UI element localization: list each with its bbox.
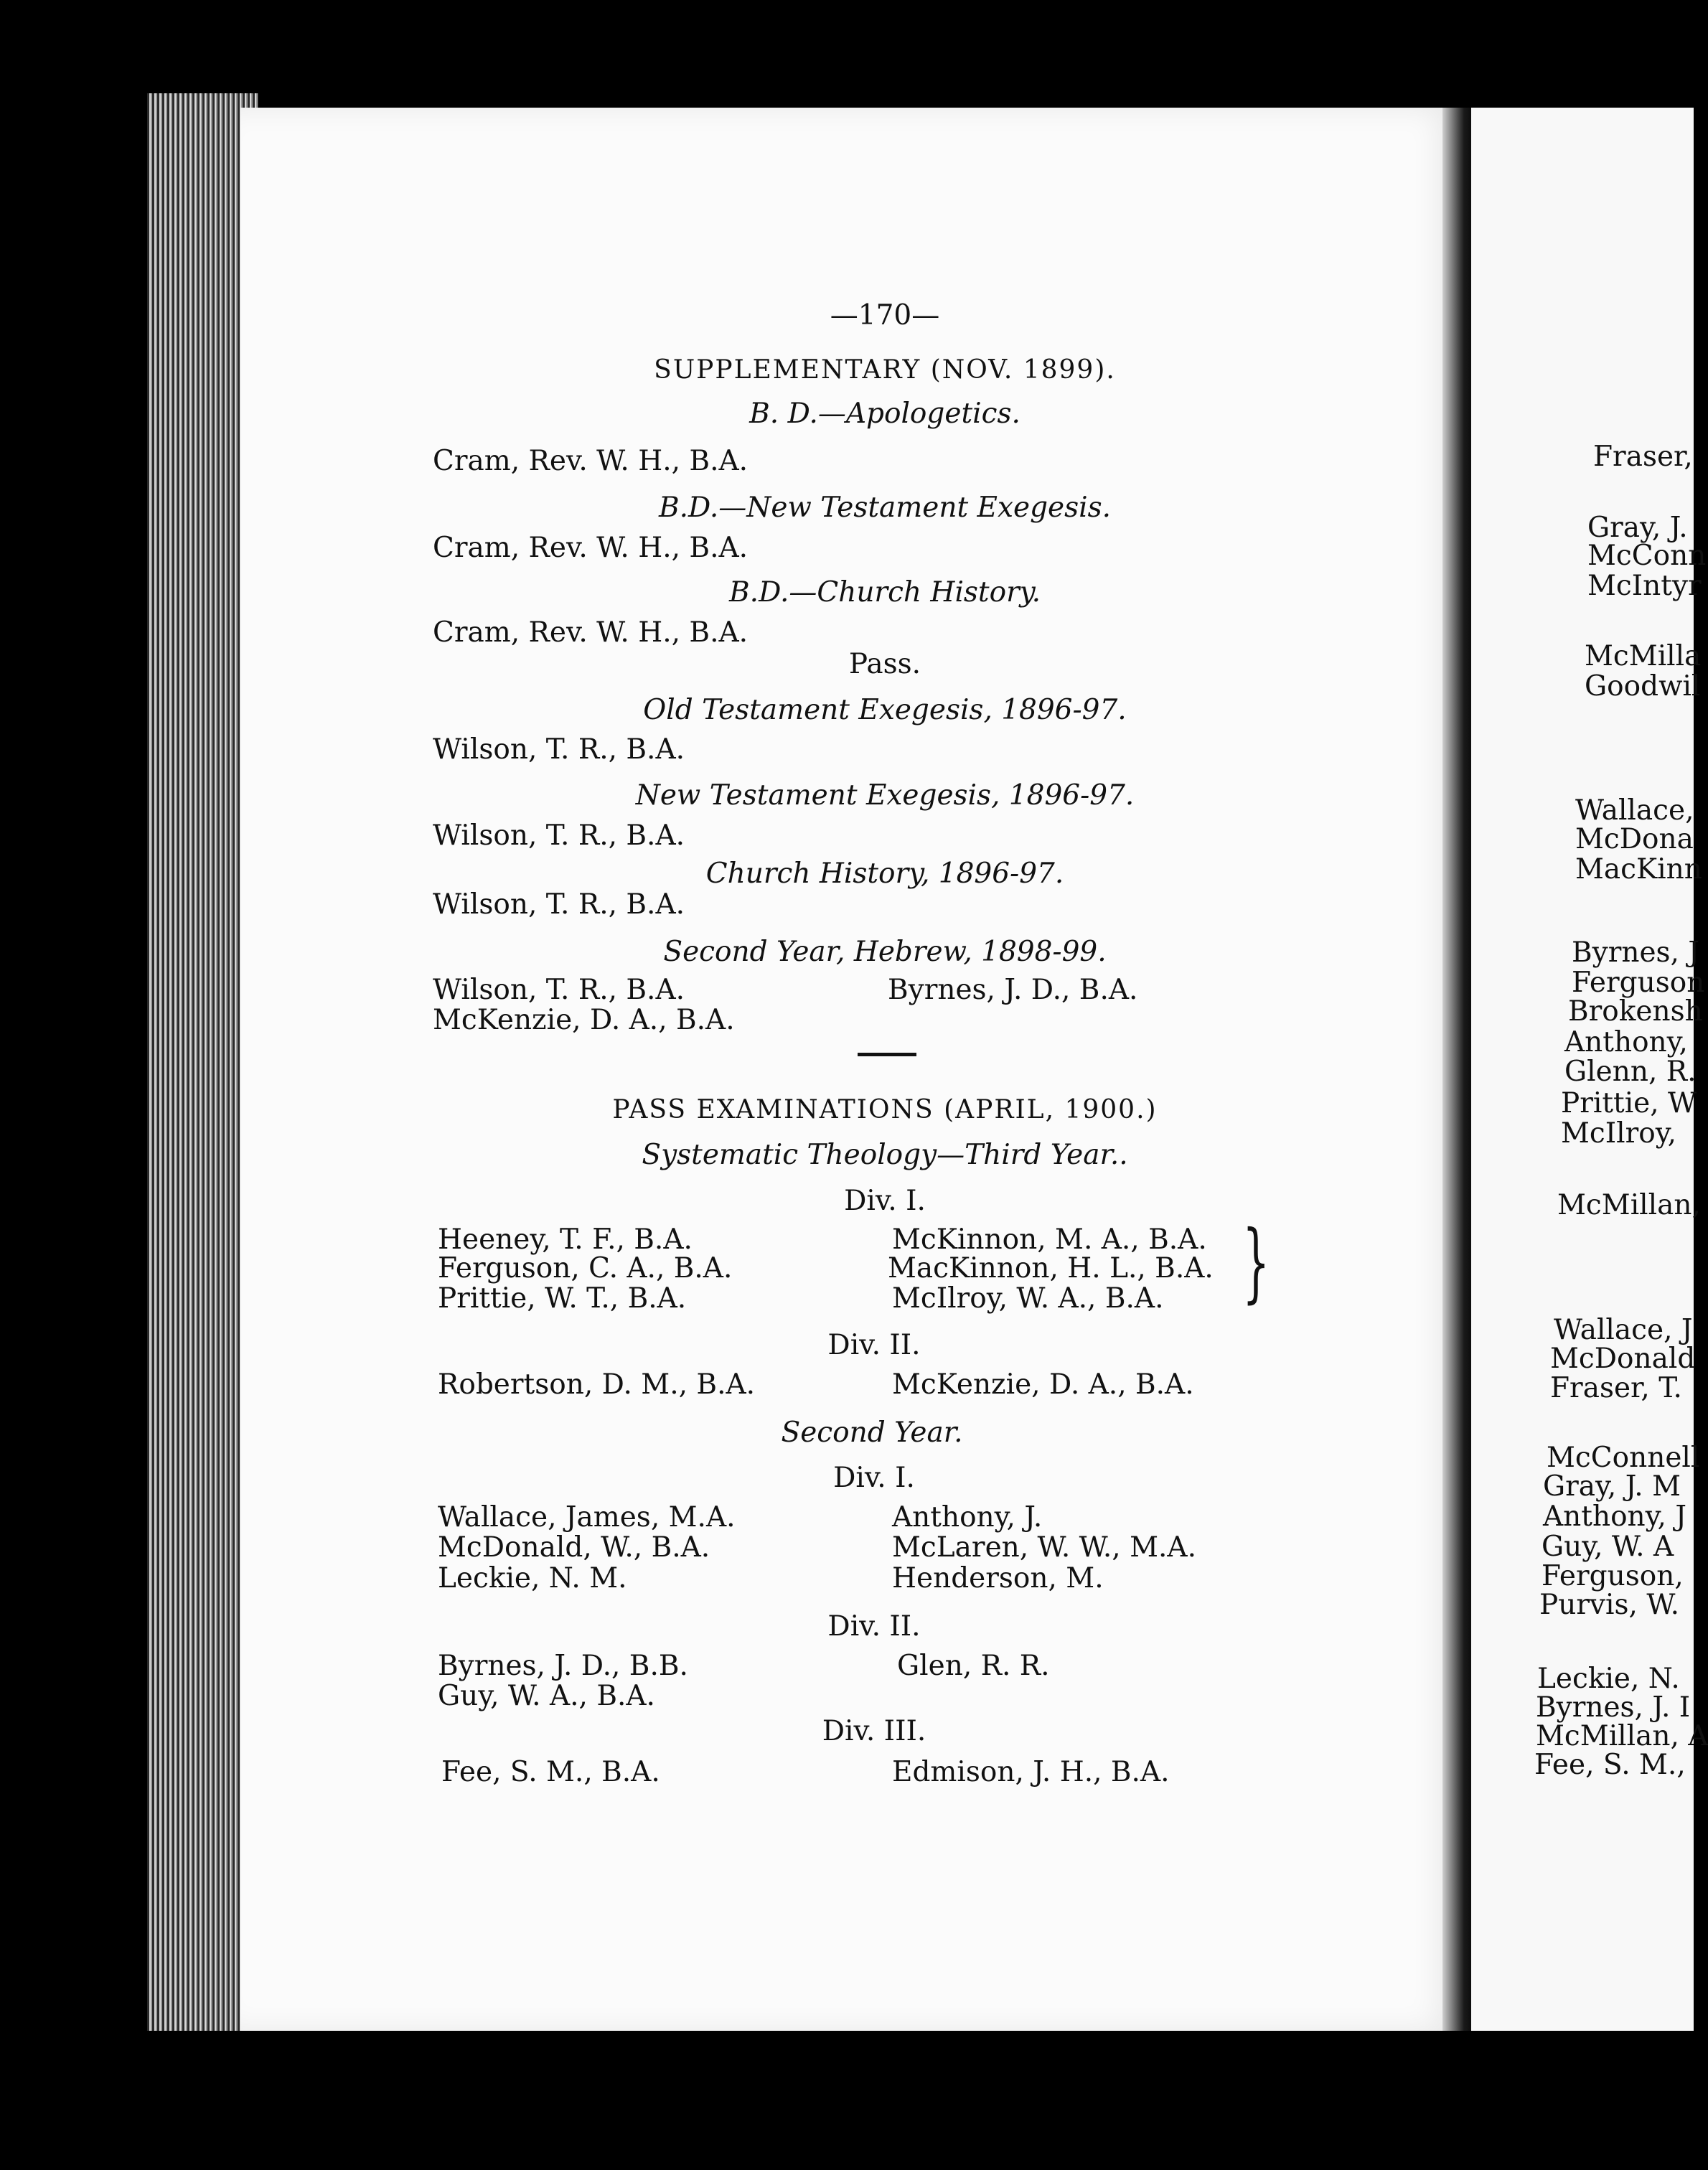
right-fragment: McConn xyxy=(1587,540,1707,572)
right-fragment: Fraser, xyxy=(1593,441,1693,473)
entry: Wilson, T. R., B.A. xyxy=(433,974,685,1006)
entry: Prittie, W. T., B.A. xyxy=(438,1282,687,1315)
section-title: B.D.—New Testament Exegesis. xyxy=(658,492,1112,524)
right-fragment: McConnell xyxy=(1547,1442,1700,1474)
entry: Anthony, J. xyxy=(892,1501,1043,1533)
entry: Guy, W. A., B.A. xyxy=(438,1680,655,1712)
entry: Wilson, T. R., B.A. xyxy=(433,733,685,766)
right-fragment: Ferguson, xyxy=(1542,1560,1684,1592)
right-fragment: Guy, W. A xyxy=(1542,1531,1674,1563)
entry: McKenzie, D. A., B.A. xyxy=(892,1368,1194,1401)
div-label: Div. I. xyxy=(833,1462,915,1494)
right-fragment: McDonald xyxy=(1550,1343,1696,1375)
right-fragment: Byrnes, J. I xyxy=(1536,1691,1691,1724)
div-label: Div. I. xyxy=(844,1185,926,1217)
supplementary-heading: SUPPLEMENTARY (NOV. 1899). xyxy=(654,355,1116,385)
entry: Cram, Rev. W. H., B.A. xyxy=(433,445,749,477)
div-label: Div. II. xyxy=(827,1329,921,1361)
pass-label: Pass. xyxy=(848,648,921,680)
entry: Leckie, N. M. xyxy=(438,1562,627,1594)
entry: Cram, Rev. W. H., B.A. xyxy=(433,532,749,564)
right-fragment: Prittie, W xyxy=(1561,1087,1697,1119)
entry: Wilson, T. R., B.A. xyxy=(433,819,685,852)
right-fragment: Anthony, J xyxy=(1543,1500,1686,1533)
pass-exams-subheading: Systematic Theology—Third Year.. xyxy=(642,1139,1128,1171)
entry: McKenzie, D. A., B.A. xyxy=(433,1004,735,1036)
right-fragment: Byrnes, J xyxy=(1572,936,1699,969)
right-fragment: Wallace, J xyxy=(1554,1314,1693,1346)
entry: Byrnes, J. D., B.B. xyxy=(438,1650,688,1682)
entry: Robertson, D. M., B.A. xyxy=(438,1368,756,1401)
entry: Byrnes, J. D., B.A. xyxy=(888,974,1138,1006)
right-fragment: McMilla xyxy=(1585,640,1702,672)
right-fragment: Brokensh xyxy=(1568,995,1703,1028)
entry: MacKinnon, H. L., B.A. xyxy=(888,1252,1214,1284)
right-fragment: McIlroy, xyxy=(1561,1117,1677,1150)
entry: Wilson, T. R., B.A. xyxy=(433,888,685,921)
entry: McDonald, W., B.A. xyxy=(438,1531,710,1564)
right-fragment: Glenn, R. xyxy=(1564,1056,1697,1088)
right-fragment: Purvis, W. xyxy=(1539,1589,1679,1621)
entry: McIlroy, W. A., B.A. xyxy=(892,1282,1164,1315)
entry: McLaren, W. W., M.A. xyxy=(892,1531,1196,1564)
right-fragment: Fee, S. M., xyxy=(1534,1749,1686,1781)
entry: Heeney, T. F., B.A. xyxy=(438,1223,693,1256)
right-fragment: Ferguson xyxy=(1572,967,1705,999)
entry: Glen, R. R. xyxy=(897,1650,1050,1682)
right-fragment: Fraser, T. xyxy=(1550,1372,1682,1404)
page-number: —170— xyxy=(830,299,940,332)
right-fragment: McDona xyxy=(1575,823,1694,855)
right-fragment: Gray, J. M xyxy=(1543,1470,1681,1503)
right-fragment: Gray, J. xyxy=(1587,512,1688,544)
right-fragment: Anthony, xyxy=(1564,1026,1688,1058)
div-label: Div. III. xyxy=(822,1715,926,1747)
entry: Edmison, J. H., B.A. xyxy=(892,1756,1170,1788)
bracket: } xyxy=(1242,1213,1270,1312)
section-title: B.D.—Church History. xyxy=(729,576,1041,609)
entry: Ferguson, C. A., B.A. xyxy=(438,1252,733,1284)
section-title: Church History, 1896-97. xyxy=(705,858,1064,890)
right-fragment: McMillan, A xyxy=(1536,1720,1708,1752)
second-year-label: Second Year. xyxy=(781,1417,963,1449)
pass-exams-heading: PASS EXAMINATIONS (APRIL, 1900.) xyxy=(612,1095,1158,1124)
div-label: Div. II. xyxy=(827,1610,921,1643)
section-title: New Testament Exegesis, 1896-97. xyxy=(635,779,1135,812)
right-fragment: Goodwil xyxy=(1585,670,1701,703)
right-fragment: Wallace, xyxy=(1575,794,1694,827)
right-fragment: Leckie, N. xyxy=(1537,1663,1680,1695)
entry: Fee, S. M., B.A. xyxy=(441,1756,660,1788)
entry: McKinnon, M. A., B.A. xyxy=(892,1223,1207,1256)
section-divider xyxy=(858,1053,916,1056)
entry: Cram, Rev. W. H., B.A. xyxy=(433,616,749,649)
section-title: Old Testament Exegesis, 1896-97. xyxy=(643,694,1127,726)
right-fragment: McIntyr xyxy=(1587,570,1702,602)
entry: Wallace, James, M.A. xyxy=(438,1501,736,1533)
right-fragment: MacKinn xyxy=(1575,853,1702,886)
section-title: Second Year, Hebrew, 1898-99. xyxy=(663,936,1107,968)
right-fragment: McMillan, xyxy=(1557,1189,1701,1221)
entry: Henderson, M. xyxy=(892,1562,1104,1594)
section-title: B. D.—Apologetics. xyxy=(749,398,1020,430)
